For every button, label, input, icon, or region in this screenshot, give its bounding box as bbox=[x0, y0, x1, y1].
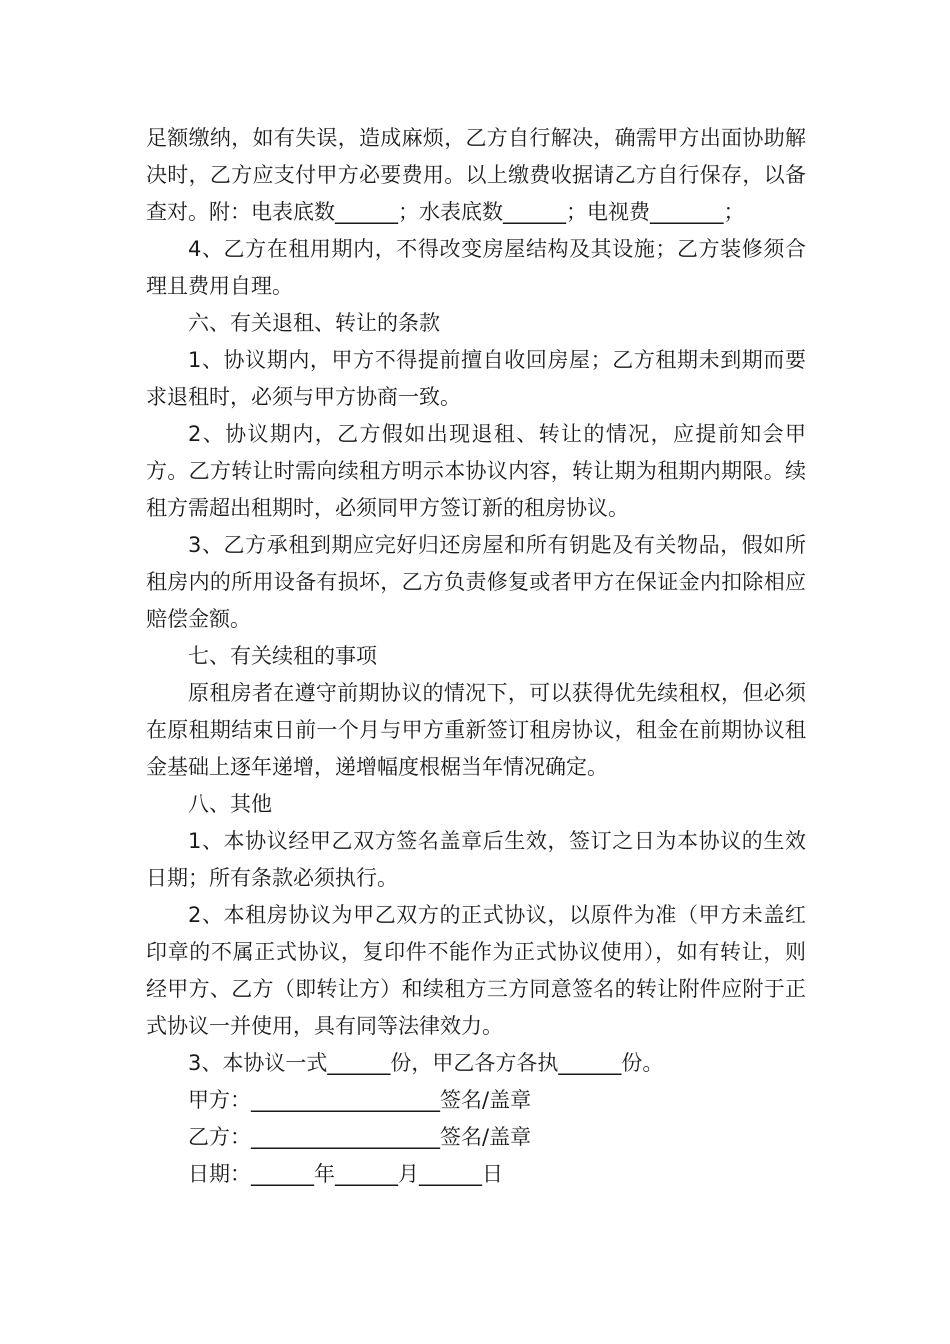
paragraph-7: 原租房者在遵守前期协议的情况下，可以获得优先续租权，但必须在原租期结束日前一个月与甲方重新签订租房协议，租金在前期协议租金基础上逐年递增，递增幅度根椐当年情况确定。 bbox=[146, 681, 806, 779]
paragraph-6-1: 1、协议期内，甲方不得提前擅自收回房屋；乙方租期未到期而要求退租时，必须与甲方协商一致。 bbox=[146, 348, 806, 409]
paragraph-8-1: 1、本协议经甲乙双方签名盖章后生效，签订之日为本协议的生效日期；所有条款必须执行。 bbox=[146, 829, 806, 890]
signature-party-b: 乙方：__________________签名/盖章 bbox=[188, 1125, 532, 1149]
document-body bbox=[146, 120, 806, 1193]
paragraph-8-2: 2、本租房协议为甲乙双方的正式协议，以原件为准（甲方未盖红印章的不属正式协议，复印件不能作为正式协议使用），如有转让，则经甲方、乙方（即转让方）和续租方三方同意签名的转让附件应附于正式协议一并使用，具有同等法律效力。 bbox=[146, 903, 806, 1038]
signature-party-a: 甲方：__________________签名/盖章 bbox=[188, 1088, 532, 1112]
paragraph-6-2: 2、协议期内，乙方假如出现退租、转让的情况，应提前知会甲方。乙方转让时需向续租方明示本协议内容，转让期为租期内期限。续租方需超出租期时，必须同甲方签订新的租房协议。 bbox=[146, 422, 806, 520]
paragraph-utilities: 足额缴纳，如有失误，造成麻烦，乙方自行解决，确需甲方出面协助解决时，乙方应支付甲方必要费用。以上缴费收据请乙方自行保存，以备查对。附：电表底数______；水表底数______；电视费_______； bbox=[146, 126, 806, 224]
section-heading-8: 八、其他 bbox=[188, 792, 272, 816]
paragraph-8-3: 3、本协议一式______份，甲乙各方各执______份。 bbox=[188, 1051, 664, 1075]
section-heading-7: 七、有关续租的事项 bbox=[188, 644, 377, 668]
section-heading-6: 六、有关退租、转让的条款 bbox=[188, 311, 440, 335]
paragraph-6-3: 3、乙方承租到期应完好归还房屋和所有钥匙及有关物品，假如所租房内的所用设备有损坏，乙方负责修复或者甲方在保证金内扣除相应赔偿金额。 bbox=[146, 533, 806, 631]
paragraph-clause-4: 4、乙方在租用期内，不得改变房屋结构及其设施；乙方装修须合理且费用自理。 bbox=[146, 237, 806, 298]
signature-date: 日期：______年______月______日 bbox=[188, 1162, 503, 1186]
